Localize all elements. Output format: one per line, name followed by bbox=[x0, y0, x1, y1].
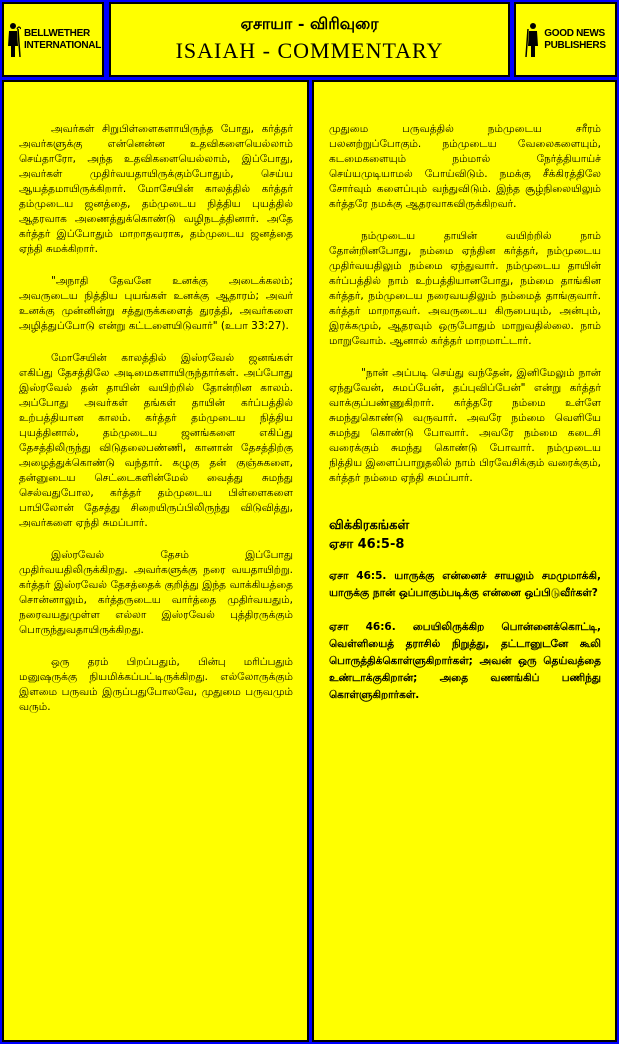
paragraph: நம்முடைய தாயின் வயிற்றில் நாம் தோன்றினபோது, நம்மை ஏந்தின கர்த்தர், நம்முடைய முதிர்வயதிலும் நம்மை ஏந்துவார். நம்முடைய தாயின் கர்ப்பத்தில் நாம் உற்பத்தியானபோது, நம்மை தாங்கின கர்த்தர், நம்முடைய நரைவயதிலும் நம்மைத் தாங்குவார். கர்த்தர் மாறாதவர். அவருடைய கிருபையும், அன்பும், இரக்கமும், ஆதரவும் ஒருபோதும் மாறுவதில்லை. நாம் மாறுவோம். ஆனால் கர்த்தர் மாறமாட்டார். bbox=[329, 230, 601, 347]
section-reference: ஏசா 46:5-8 bbox=[329, 537, 405, 552]
left-column bbox=[2, 80, 309, 1042]
figure-with-staff-icon bbox=[525, 22, 541, 58]
right-column bbox=[312, 80, 617, 1042]
page-title-box bbox=[109, 2, 510, 77]
paragraph: முதுமை பருவத்தில் நம்முடைய சரீரம் பலனற்றுப்போகும். நம்முடைய வேலைகளையும், கடமைகளையும் நம்மால் நேர்த்தியாய்ச் செய்யமுடியாமல் போய்விடும். நமக்கு சீக்கிரத்திலே சோர்வும் களைப்பும் வந்துவிடும். இந்த சூழ்நிலையிலும் கர்த்தரே நமக்கு ஆதரவாகவிருக்கிறவர். bbox=[329, 123, 601, 210]
title-english: ISAIAH - COMMENTARY bbox=[175, 38, 444, 63]
paragraph: மோசேயின் காலத்தில் இஸ்ரவேல் ஜனங்கள் எகிப்து தேசத்திலே அடிமைகளாயிருந்தார்கள். அப்போது இஸ்ரவேல் தன் தாயின் வயிற்றில் தோன்றின காலம். அப்போது அவர்கள் தங்கள் தாயின் கர்ப்பத்தில் உற்பத்தியான காலம். கர்த்தர் தம்முடைய நித்திய புயத்தினால், தம்முடைய ஜனங்களை எகிப்து தேசத்திலிருந்து விடுதலைபண்ணி, கானான் தேசத்திற்கு அழைத்துக்கொண்டு வந்தார். கழுகு தன் குஞ்சுகளை, தன்னுடைய செட்டைகளின்மேல் வைத்து சுமந்து செல்வதுபோல, கர்த்தர் தம்முடைய பிள்ளைகளை பாபிலோன் தேசத்து சிறையிருப்பிலிருந்து விடுவித்து, அவர்களை ஏந்தி சுமப்பார். bbox=[19, 352, 293, 529]
paragraph: இஸ்ரவேல் தேசம் இப்போது முதிர்வயதிலிருக்கிறது. அவர்களுக்கு நரை வயதாயிற்று. கர்த்தர் இஸ்ரவேல் தேசத்தைக் குறித்து இந்த வாக்கியத்தை சொன்னாலும், கர்த்தருடைய வார்த்தை முதிர்வயதும், நரைவயதுமுள்ள எல்லா இஸ்ரவேல் புத்திரருக்கும் பொருந்துவதாயிருக்கிறது. bbox=[19, 549, 293, 636]
logo-right-line1: GOOD NEWS bbox=[544, 27, 605, 39]
paragraph: ஒரு தரம் பிறப்பதும், பின்பு மரிப்பதும் மனுஷருக்கு நியமிக்கப்பட்டிருக்கிறது. எல்லோருக்கும் இளமை பருவம் இருப்பதுபோலவே, முதுமை பருவமும் வரும். bbox=[19, 656, 293, 713]
bellwether-logo bbox=[2, 2, 104, 77]
figure-with-staff-icon bbox=[5, 22, 21, 58]
paragraph: அவர்கள் சிறுபிள்ளைகளாயிருந்த போது, கர்த்தர் அவர்களுக்கு என்னென்ன உதவிகளையெல்லாம் செய்தாரோ, அந்த உதவிகளையெல்லாம், இப்போது, அவர்கள் முதிர்வயதாயிருக்கும்போதும், செய்ய ஆயத்தமாயிருக்கிறார். மோசேயின் காலத்தில் கர்த்தர் தம்முடைய ஜனத்தை, தம்முடைய நித்திய புயத்தில் ஆதரவாக அணைத்துக்கொண்டு வழிநடத்தினார். அதே கர்த்தர் இப்போதும் மாறாதவராக, தம்முடைய ஜனத்தை ஏந்தி சுமக்கிறார். bbox=[19, 123, 293, 255]
verse: ஏசா 46:6. பையிலிருக்கிற பொன்னைக்கொட்டி, வெள்ளியைத் தராசில் நிறுத்து, தட்டானுடனே கூலி பொருத்திக்கொள்ளுகிறார்கள்; அவன் ஒரு தெய்வத்தை உண்டாக்குகிறான்; அதை வணங்கிப் பணிந்து கொள்ளுகிறார்கள். bbox=[329, 621, 601, 701]
logo-left-line1: BELLWETHER bbox=[23, 27, 90, 39]
good-news-logo bbox=[514, 2, 617, 77]
logo-left-line2: INTERNATIONAL bbox=[23, 39, 102, 51]
title-tamil: ஏசாயா - விரிவுரை bbox=[240, 14, 379, 33]
section-heading: விக்கிரகங்கள் bbox=[329, 518, 410, 533]
logo-right-line2: PUBLISHERS bbox=[544, 39, 606, 51]
paragraph: "அநாதி தேவனே உனக்கு அடைக்கலம்; அவருடைய நித்திய புயங்கள் உனக்கு ஆதாரம்; அவர் உனக்கு முன்னின்று சத்துருக்களைத் துரத்தி, அவர்களை அழித்துப்போடு என்று கட்டளையிடுவார்" (உபா 33:27). bbox=[19, 275, 293, 332]
verse: ஏசா 46:5. யாருக்கு என்னைச் சாயலும் சமமுமாக்கி, யாருக்கு நான் ஒப்பாகும்படிக்கு என்னை ஒப்பிடுவீர்கள்? bbox=[329, 570, 601, 599]
paragraph: "நான் அப்படி செய்து வந்தேன், இனிமேலும் நான் ஏந்துவேன், சுமப்பேன், தப்புவிப்பேன்" என்று கர்த்தர் வாக்குப்பண்ணுகிறார். கர்த்தரே நம்மை உள்ளே சுமந்துகொண்டு வருவார். அவரே நம்மை வெளியே சுமந்து கொண்டு போவார். அவரே நம்மை கடைசி வரைக்கும் சுமந்து கொண்டு போவார். நம்முடைய நித்திய இளைப்பாறுதலில் நாம் பிரவேசிக்கும் வரைக்கும், கர்த்தர் நம்மை ஏந்தி சுமப்பார். bbox=[329, 367, 601, 484]
